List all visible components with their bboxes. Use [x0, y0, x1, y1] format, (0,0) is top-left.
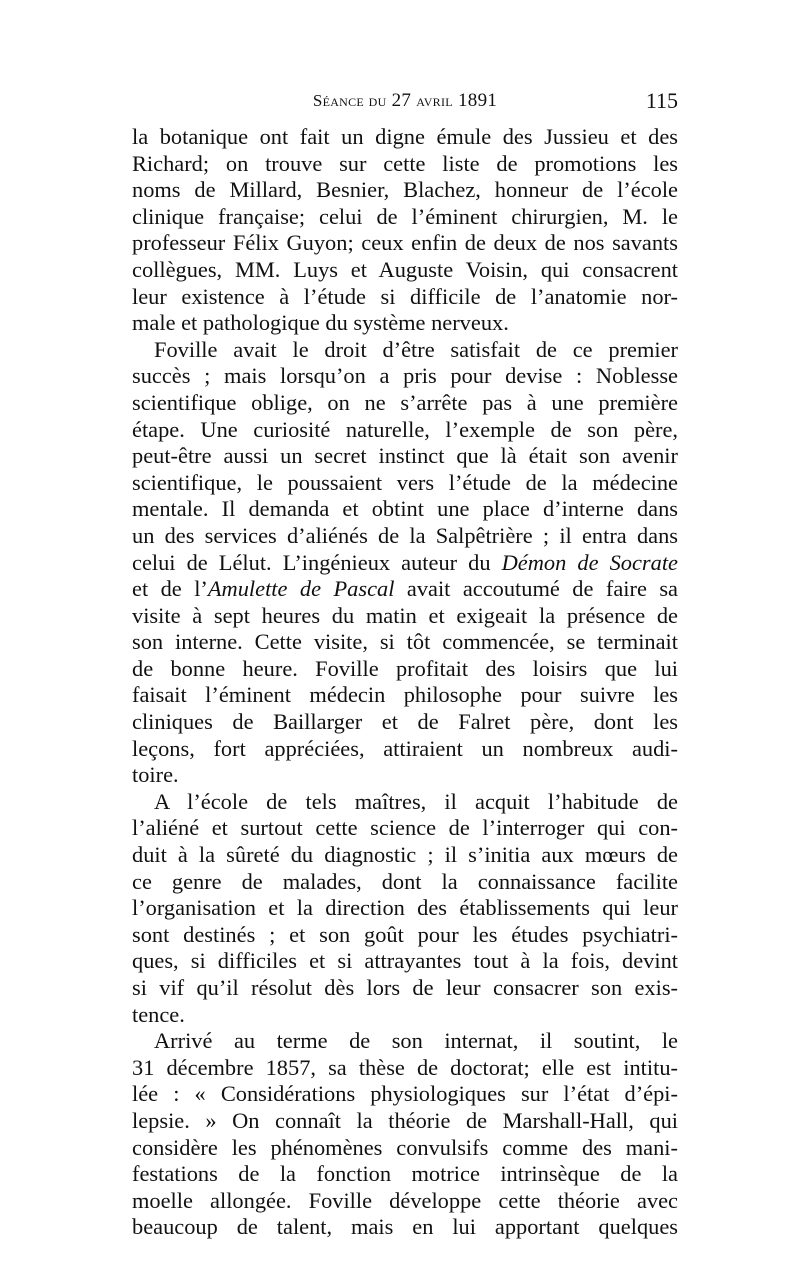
text-line: Foville avait le droit d’être satisfait de ce premier — [154, 336, 678, 362]
text-line: scientifique oblige, on ne s’arrête pas à une première — [132, 389, 678, 415]
text-line: peut-être aussi un secret instinct que là était son avenir — [132, 443, 678, 469]
running-title-seance: Séance du — [312, 91, 387, 110]
running-header — [132, 88, 678, 118]
text-line: Richard; on trouve sur cette liste de promotions les — [132, 150, 678, 176]
running-title — [132, 90, 678, 112]
text-line: clinique française; celui de l’éminent chirurgien, M. le — [132, 203, 678, 229]
running-title-month: avril — [416, 91, 453, 110]
text-line: noms de Millard, Besnier, Blachez, honneur de l’école — [132, 177, 678, 203]
text-segment: avait accoutumé de faire sa — [394, 576, 678, 602]
text-line: visite à sept heures du matin et exigeait la présence de — [132, 602, 678, 628]
text-line: lepsie. » On connaît la théorie de Marshall-Hall, qui — [132, 1107, 678, 1133]
text-line: l’organisation et la direction des établissements qui leur — [132, 895, 678, 921]
body-text — [132, 124, 678, 1241]
text-line: A l’école de tels maîtres, il acquit l’habitude de — [154, 788, 678, 814]
text-segment: et de l’ — [132, 576, 208, 602]
text-line: de bonne heure. Foville profitait des loisirs que lui — [132, 655, 678, 681]
text-line: professeur Félix Guyon; ceux enfin de deux de nos savants — [132, 230, 678, 256]
running-title-year: 1891 — [457, 90, 498, 111]
text-line: ce genre de malades, dont la connaissance facilite — [132, 868, 678, 894]
text-line: faisait l’éminent médecin philosophe pour suivre les — [132, 682, 678, 708]
text-line: mentale. Il demanda et obtint une place d’interne dans — [132, 496, 678, 522]
text-line: étape. Une curiosité naturelle, l’exemple de son père, — [132, 416, 678, 442]
page-number: 115 — [645, 88, 678, 113]
text-line: tence. — [132, 1001, 185, 1027]
text-line: considère les phénomènes convulsifs comme des mani- — [132, 1134, 678, 1160]
text-line: collègues, MM. Luys et Auguste Voisin, qui consacrent — [132, 256, 678, 282]
text-line — [132, 576, 678, 603]
text-line: lée : « Considérations physiologiques sur l’état d’épi- — [132, 1081, 678, 1107]
text-line: festations de la fonction motrice intrinsèque de la — [132, 1161, 678, 1187]
text-line: scientifique, le poussaient vers l’étude de la médecine — [132, 469, 678, 495]
running-title-day: 27 — [391, 90, 412, 111]
text-line: male et pathologique du système nerveux. — [132, 310, 509, 336]
text-line: leçons, fort appréciées, attiraient un nombreux audi- — [132, 735, 678, 761]
text-line: toire. — [132, 762, 179, 788]
text-line: cliniques de Baillarger et de Falret père, dont les — [132, 709, 678, 735]
text-line: si vif qu’il résolut dès lors de leur consacrer son exis- — [132, 975, 678, 1000]
text-line: ques, si difficiles et si attrayantes tout à la fois, devint — [132, 948, 678, 974]
text-line: leur existence à l’étude si difficile de l’anatomie nor- — [132, 283, 678, 309]
text-line: duit à la sûreté du diagnostic ; il s’initia aux mœurs de — [132, 842, 678, 868]
text-line: Arrivé au terme de son internat, il soutint, le — [154, 1028, 678, 1054]
text-line: son interne. Cette visite, si tôt commencée, se terminait — [132, 629, 678, 655]
text-line: un des services d’aliénés de la Salpêtrière ; il entra dans — [132, 522, 678, 548]
book-title-demon-de-socrate: Démon de Socrate — [501, 549, 678, 575]
text-line: sont destinés ; et son goût pour les études psychiatri- — [132, 921, 678, 947]
text-line: succès ; mais lorsqu’on a pris pour devise : Noblesse — [132, 363, 678, 389]
text-line: moelle allongée. Foville développe cette théorie avec — [132, 1187, 678, 1213]
text-line — [132, 550, 678, 577]
text-line: l’aliéné et surtout cette science de l’interroger qui con- — [132, 815, 678, 841]
text-line: beaucoup de talent, mais en lui apportant quelques — [132, 1214, 678, 1240]
text-line: 31 décembre 1857, sa thèse de doctorat; elle est intitu- — [132, 1054, 678, 1080]
text-segment: celui de Lélut. L’ingénieux auteur du — [132, 549, 491, 575]
text-line: la botanique ont fait un digne émule des Jussieu et des — [132, 124, 678, 149]
book-title-amulette-de-pascal: Amulette de Pascal — [207, 576, 395, 602]
